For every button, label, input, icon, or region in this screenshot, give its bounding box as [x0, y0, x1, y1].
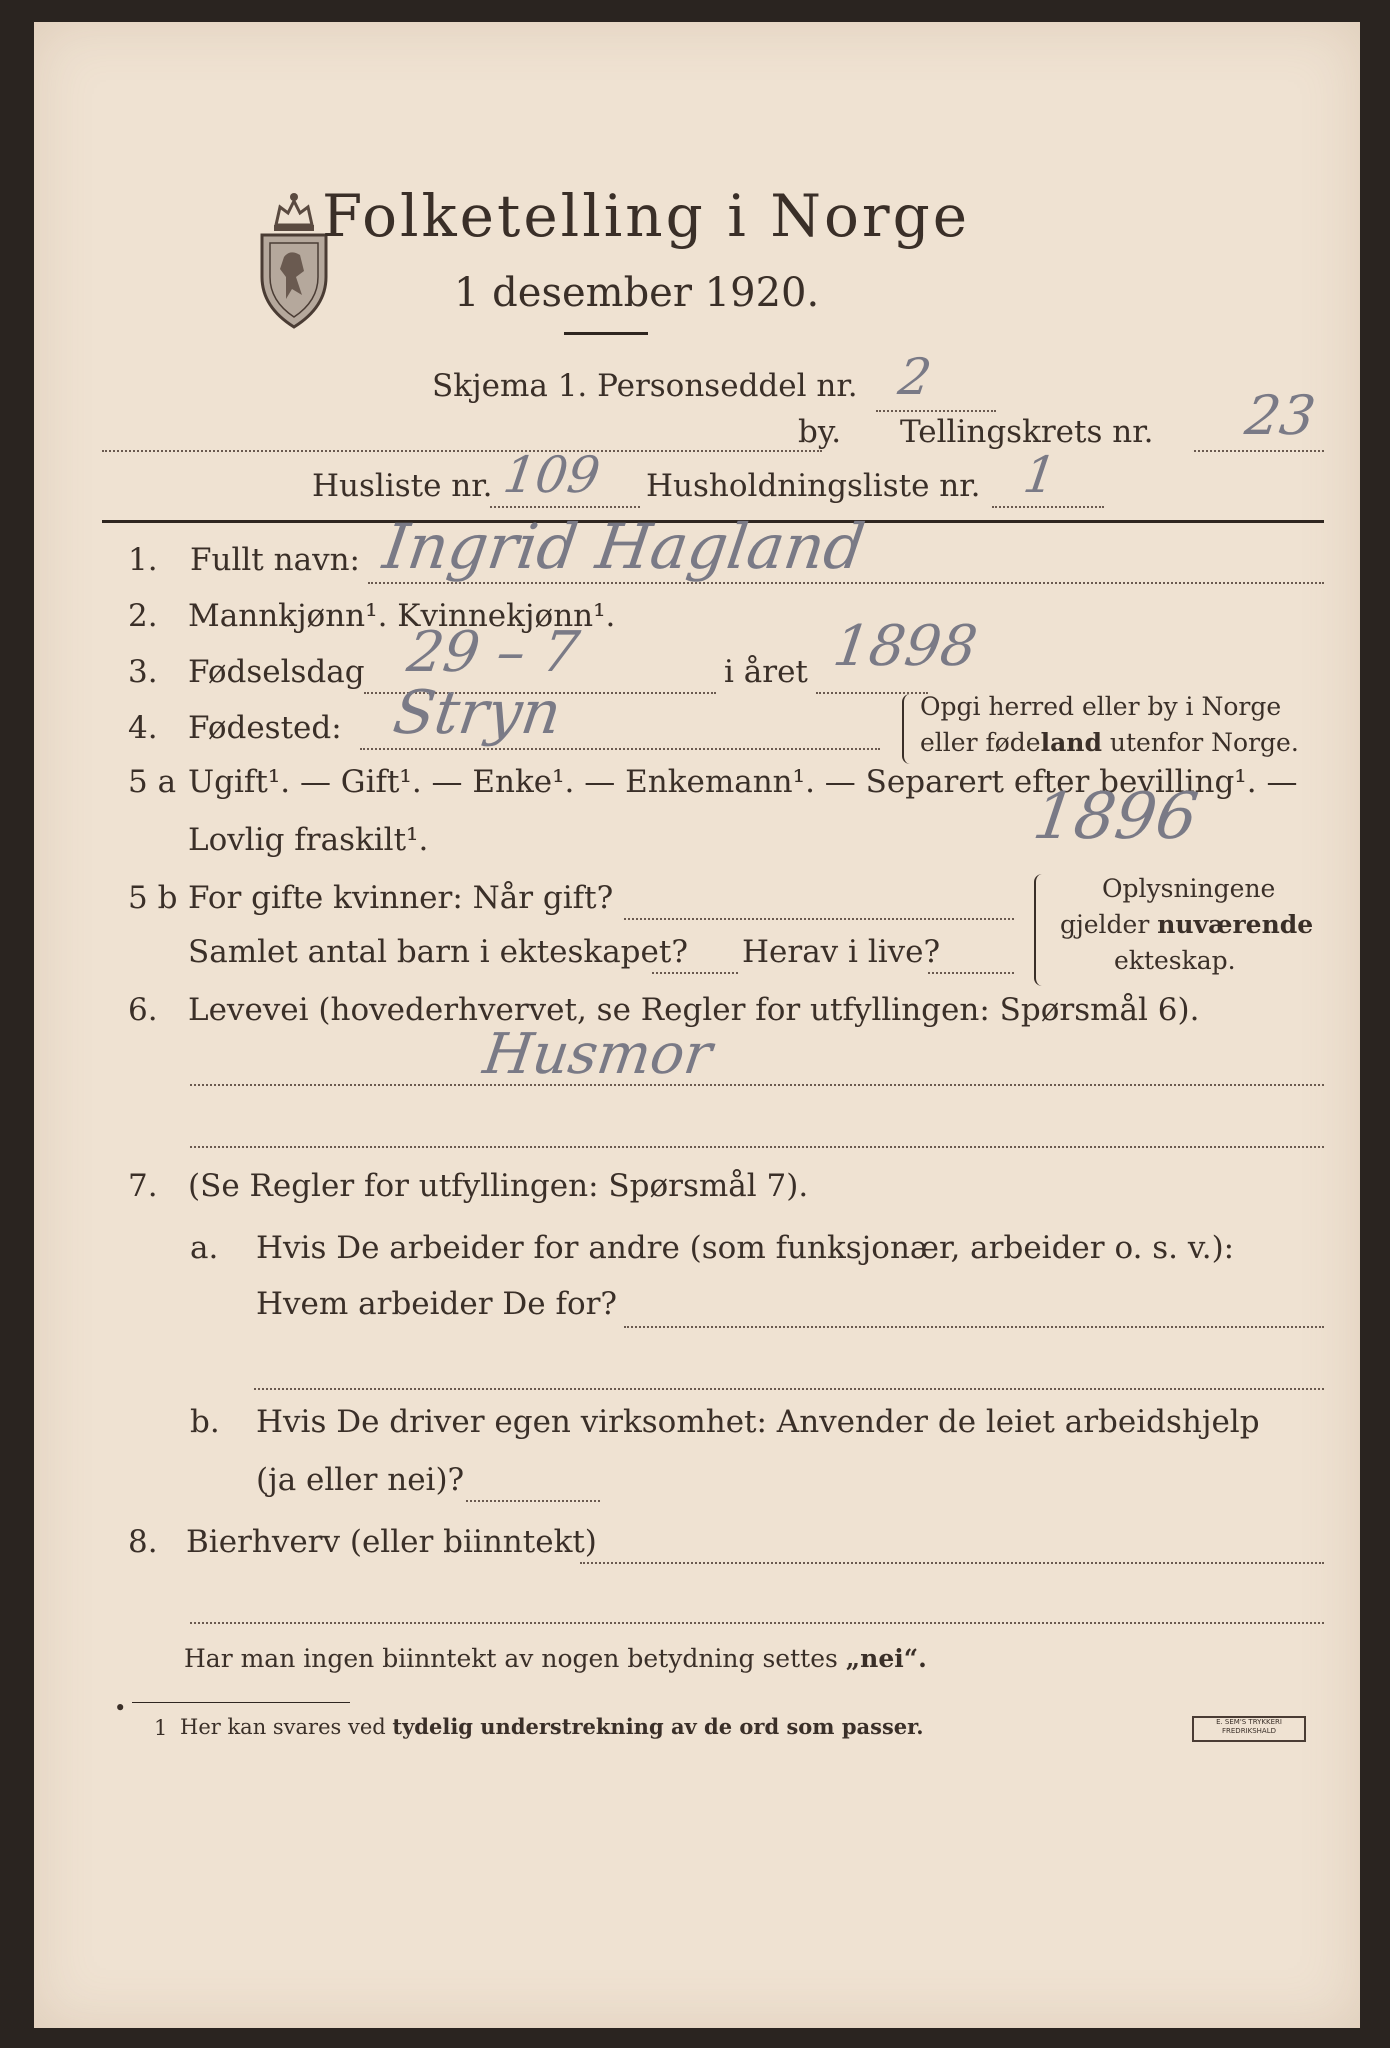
by-label: by.: [798, 414, 842, 450]
birthplace-label: Fødested:: [188, 710, 342, 746]
occupation-label: Levevei (hovederhvervet, se Regler for utfyllingen: Spørsmål 6).: [188, 992, 1200, 1028]
note-text-bold: land: [1040, 728, 1102, 757]
footnote-text-a: Her kan svares ved: [180, 1715, 393, 1739]
gender-label: Mannkjønn¹. Kvinnekjønn¹.: [188, 598, 616, 634]
occupation-value[interactable]: Husmor: [479, 1022, 716, 1087]
footnote-text: [180, 1714, 924, 1739]
employer-line-1: [624, 1326, 1324, 1328]
q7a-text: Hvis De arbeider for andre (som funksjonær, arbeider o. s. v.):: [256, 1230, 1235, 1266]
note-text-nuvaerende: nuværende: [1157, 910, 1314, 939]
nei-text: „nei“.: [845, 1644, 927, 1673]
divorced-option: Lovlig fraskilt¹.: [188, 822, 429, 858]
q7-number: 7.: [128, 1168, 158, 1204]
no-income-note: [184, 1644, 927, 1673]
birth-year-value[interactable]: 1898: [829, 614, 982, 679]
birthplace-note-brace: [902, 694, 914, 764]
tellingskrets-value[interactable]: 23: [1241, 384, 1320, 447]
skjema-line: [876, 410, 996, 412]
husholdning-line: [992, 506, 1104, 508]
coat-of-arms-emblem: [256, 177, 332, 329]
marriage-note-brace: [1034, 874, 1046, 986]
side-income-label: Bierhverv (eller biinntekt): [186, 1524, 597, 1560]
printer-name: E. SEM'S TRYKKERI: [1216, 1718, 1282, 1726]
children-line: [652, 972, 738, 974]
tellingskrets-line: [1194, 450, 1324, 452]
marriage-note-line3: ekteskap.: [1114, 946, 1236, 975]
q8-number: 8.: [128, 1524, 158, 1560]
q7b-text: Hvis De driver egen virksomhet: Anvender de leiet arbeidshjelp: [256, 1404, 1260, 1440]
q7b-letter: b.: [190, 1404, 220, 1440]
skjema-value[interactable]: 2: [894, 348, 935, 406]
q2-number: 2.: [128, 598, 158, 634]
footnote-dot: •: [114, 1696, 127, 1720]
q7-label: (Se Regler for utfyllingen: Spørsmål 7).: [188, 1168, 809, 1204]
no-income-text: Har man ingen biinntekt av nogen betydning settes: [184, 1644, 846, 1673]
side-income-line-1: [580, 1562, 1324, 1564]
full-name-label: Fullt navn:: [190, 542, 360, 578]
q5b-number: 5 b: [128, 880, 178, 916]
husliste-value[interactable]: 109: [499, 446, 604, 504]
printer-location: FREDRIKSHALD: [1221, 1727, 1276, 1735]
q6-number: 6.: [128, 992, 158, 1028]
married-when-line: [624, 918, 1014, 920]
form-title: Folketelling i Norge: [322, 182, 971, 250]
alive-line: [928, 972, 1014, 974]
note-text-a: eller føde: [920, 728, 1041, 757]
hired-help-line: [466, 1500, 600, 1502]
birthdate-label: Fødselsdag: [188, 654, 365, 690]
footnote-number: 1: [154, 1716, 168, 1740]
birthplace-note-line1: Opgi herred eller by i Norge: [920, 692, 1282, 721]
married-year-value[interactable]: 1896: [1028, 780, 1203, 854]
husliste-line: [490, 506, 640, 508]
footnote-rule: [132, 1702, 350, 1703]
employer-line-2: [254, 1388, 1324, 1390]
married-when-label: For gifte kvinner: Når gift?: [188, 880, 614, 916]
alive-label: Herav i live?: [742, 934, 941, 970]
note-text-c: utenfor Norge.: [1101, 728, 1299, 757]
children-label: Samlet antal barn i ekteskapet?: [188, 934, 688, 970]
q5a-number: 5 a: [128, 764, 177, 800]
printer-stamp: [1192, 1716, 1306, 1742]
tellingskrets-label: Tellingskrets nr.: [900, 414, 1154, 450]
marriage-note-line1: Oplysningene: [1102, 874, 1276, 903]
side-income-line-2: [190, 1622, 1324, 1624]
full-name-value[interactable]: Ingrid Hagland: [378, 510, 870, 583]
occupation-line-1: [190, 1084, 1324, 1086]
marital-status-options: Ugift¹. — Gift¹. — Enke¹. — Enkemann¹. — Separert efter bevilling¹. —: [188, 764, 1298, 800]
note-text-gjelder: gjelder: [1060, 910, 1158, 939]
year-label: i året: [724, 654, 808, 690]
occupation-line-2: [190, 1146, 1324, 1148]
skjema-label: Skjema 1. Personseddel nr.: [432, 368, 858, 404]
q3-number: 3.: [128, 654, 158, 690]
q4-number: 4.: [128, 710, 158, 746]
marriage-note-line2: [1060, 910, 1313, 939]
birthplace-note-line2: [920, 728, 1299, 757]
husliste-label: Husliste nr.: [312, 468, 493, 504]
census-form: [34, 22, 1360, 2028]
city-line: [102, 450, 822, 452]
footnote-text-bold: tydelig understrekning av de ord som passer.: [392, 1714, 924, 1739]
title-divider: [564, 332, 648, 335]
birthplace-line: [360, 748, 880, 750]
q7a-letter: a.: [190, 1230, 219, 1266]
employer-label: Hvem arbeider De for?: [256, 1286, 618, 1322]
birthplace-value[interactable]: Stryn: [389, 678, 566, 748]
q1-number: 1.: [128, 542, 158, 578]
birthdate-value[interactable]: 29 – 7: [403, 620, 584, 685]
census-date: 1 desember 1920.: [454, 270, 820, 316]
hired-help-label: (ja eller nei)?: [256, 1462, 465, 1498]
husholdning-label: Husholdningsliste nr.: [646, 468, 981, 504]
husholdning-value[interactable]: 1: [1019, 446, 1060, 504]
